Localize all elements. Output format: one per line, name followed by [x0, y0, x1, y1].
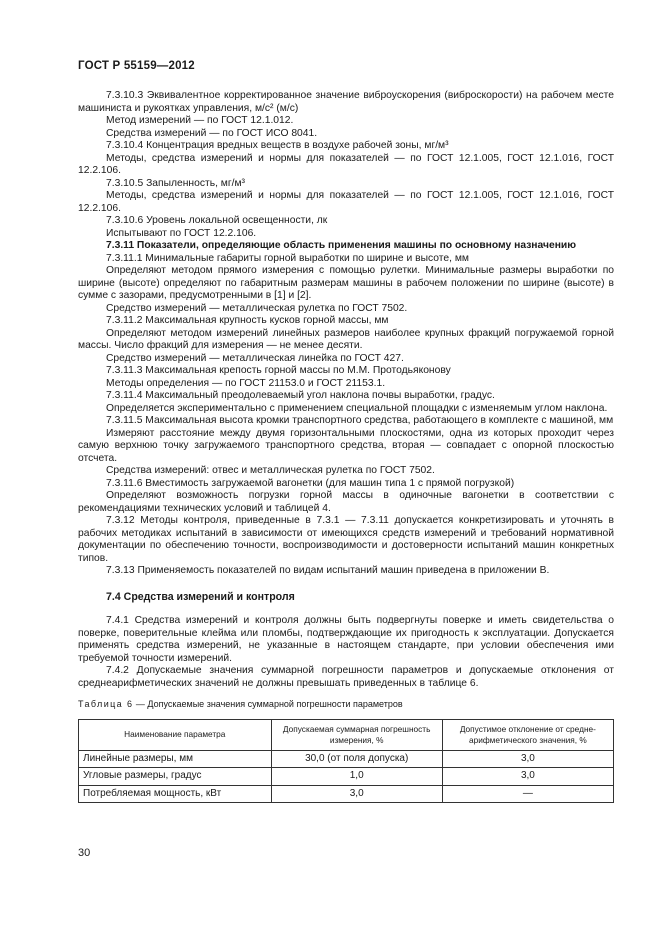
paragraph: 7.3.11.5 Максимальная высота кромки транспортного средства, работающего в комплекте с машиной, мм [106, 415, 614, 426]
section-heading-7-3-11: 7.3.11 Показатели, определяющие область применения машины по основному назначению [106, 240, 577, 251]
table-cell: Потребляемая мощность, кВт [79, 785, 272, 803]
table-cell: 1,0 [271, 768, 442, 786]
main-text [78, 90, 614, 803]
paragraph: Методы, средства измерений и нормы для показателей — по ГОСТ 12.1.005, ГОСТ 12.1.016, ГОСТ 12.2.106. [78, 152, 614, 176]
paragraph: Методы определения — по ГОСТ 21153.0 и ГОСТ 21153.1. [106, 377, 386, 389]
page-number: 30 [78, 847, 91, 859]
table-cell: Линейные размеры, мм [79, 750, 272, 768]
table-row [79, 768, 614, 786]
paragraph: Испытывают по ГОСТ 12.2.106. [106, 227, 257, 239]
table-header-row [79, 719, 614, 750]
section-heading-7-4: 7.4 Средства измерений и контроля [106, 590, 295, 603]
paragraph: Определяют возможность погрузки горной массы в одиночные вагонетки в соответствии с рекомендациями технических условий и таблицей 4. [78, 490, 614, 514]
paragraph: 7.4.1 Средства измерений и контроля должны быть подвергнуты поверке и иметь свидетельства о поверке, поверительные клейма или пломбы, подтверждающие их пригодность к эксплуатации. Допускается применять средства измерений, не указанные в настоящем стандарте, при условии обеспечения ими требуемой точности измерений. [78, 615, 614, 664]
paragraph: 7.3.13 Применяемость показателей по видам испытаний машин приведена в приложении В. [106, 565, 550, 576]
table-caption-label: Таблица 6 [78, 699, 134, 709]
paragraph: Определяют методом измерений линейных размеров наиболее крупных фракций погружаемой горной массы. Число фракций для измерения — не менее десяти. [78, 327, 614, 351]
table-cell: 3,0 [442, 768, 613, 786]
document-header: ГОСТ Р 55159—2012 [78, 60, 195, 72]
column-header: Допустимое отклонение от средне-арифметического значения, % [442, 719, 613, 750]
table-caption-text: — Допускаемые значения суммарной погрешности параметров [133, 699, 403, 709]
table-cell: — [442, 785, 613, 803]
paragraph: 7.3.10.6 Уровень локальной освещенности, лк [106, 215, 328, 226]
paragraph: Определяют методом прямого измерения с помощью рулетки. Минимальные размеры выработки по ширине (высоте) определяют по габаритным размерам машины в рабочем положении по ширине (высоте) в сумме с зазорами, предусмотренными в [1] и [2]. [78, 265, 614, 301]
paragraph: Методы, средства измерений и нормы для показателей — по ГОСТ 12.1.005, ГОСТ 12.1.016, ГОСТ 12.2.106. [78, 190, 614, 214]
column-header: Наименование параметра [79, 719, 272, 750]
paragraph: 7.3.10.4 Концентрация вредных веществ в воздухе рабочей зоны, мг/м³ [106, 140, 449, 151]
paragraph: 7.3.11.6 Вместимость загружаемой вагонетки (для машин типа 1 с прямой погрузкой) [106, 477, 515, 489]
paragraph: 7.4.2 Допускаемые значения суммарной погрешности параметров и допускаемые отклонения от среднеарифметических значений не должны превышать приведенных в таблице 6. [78, 665, 614, 689]
table-cell: 3,0 [271, 785, 442, 803]
paragraph: 7.3.11.2 Максимальная крупность кусков горной массы, мм [106, 315, 389, 326]
paragraph: Средства измерений — по ГОСТ ИСО 8041. [106, 127, 318, 139]
table-caption [78, 698, 614, 711]
table-cell: Угловые размеры, градус [79, 768, 272, 786]
paragraph: Средство измерений — металлическая рулетка по ГОСТ 7502. [106, 302, 408, 314]
paragraph: 7.3.11.3 Максимальная крепость горной массы по М.М. Протодьяконову [106, 365, 451, 376]
paragraph: 7.3.11.4 Максимальный преодолеваемый угол наклона почвы выработки, градус. [106, 390, 495, 401]
paragraph: Средство измерений — металлическая линейка по ГОСТ 427. [106, 352, 404, 364]
table-row [79, 785, 614, 803]
column-header: Допускаемая суммарная погрешность измерения, % [271, 719, 442, 750]
paragraph: Средства измерений: отвес и металлическая рулетка по ГОСТ 7502. [106, 465, 435, 476]
paragraph: 7.3.11.1 Минимальные габариты горной выработки по ширине и высоте, мм [106, 252, 469, 264]
table-cell: 3,0 [442, 750, 613, 768]
paragraph: Измеряют расстояние между двумя горизонтальными плоскостями, одна из которых проходит через самую верхнюю точку загружаемого транспортного средства, вторая — совпадает с опорной плоскостью отсчета. [78, 427, 614, 464]
paragraph: Определяется экспериментально с применением специальной площадки с изменяемым углом наклона. [106, 402, 608, 414]
table-cell: 30,0 (от поля допуска) [271, 750, 442, 768]
paragraph: 7.3.10.5 Запыленность, мг/м³ [106, 177, 245, 189]
table-row [79, 750, 614, 768]
table-6 [78, 719, 614, 804]
paragraph: 7.3.10.3 Эквивалентное корректированное значение виброускорения (виброскорости) на рабочем месте машиниста и рукоятках управления, м/с² (м/с) [78, 90, 614, 114]
paragraph: 7.3.12 Методы контроля, приведенные в 7.3.1 — 7.3.11 допускается конкретизировать и уточнять в рабочих методиках испытаний в зависимости от имеющихся средств измерений и требований нормативной документации по обеспечению точности, воспроизводимости и достоверности испытаний машин конкретных типов. [78, 515, 614, 564]
paragraph: Метод измерений — по ГОСТ 12.1.012. [106, 115, 294, 126]
